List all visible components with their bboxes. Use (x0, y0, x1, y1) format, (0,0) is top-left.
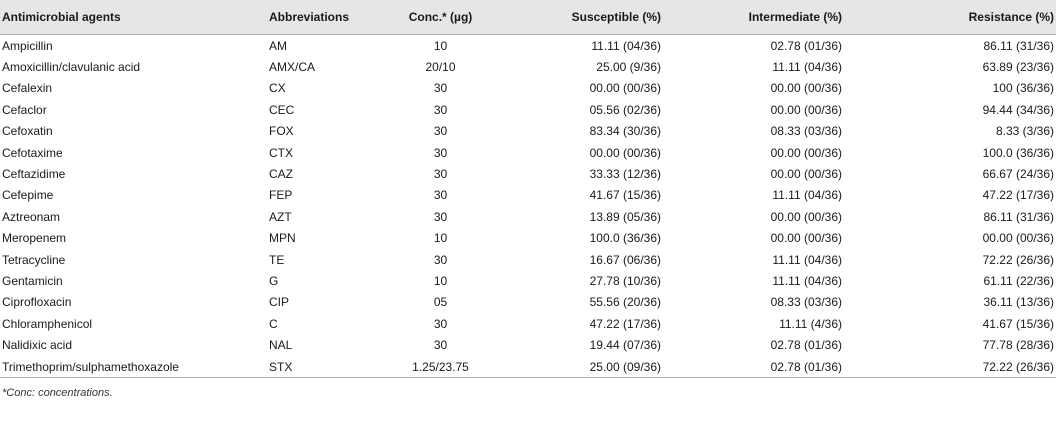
abbreviation-cell: AZT (269, 209, 292, 224)
table-row (0, 35, 1056, 57)
header-resistance: Resistance (%) (846, 0, 1056, 35)
table-row (0, 249, 1056, 270)
agent-cell: Ciprofloxacin (2, 295, 72, 310)
header-concentration: Conc.* (µg) (389, 0, 492, 35)
abbreviation-cell: FEP (269, 188, 293, 203)
table-row (0, 185, 1056, 206)
intermediate-cell: 02.78 (01/36) (770, 38, 842, 53)
table-row (0, 206, 1056, 227)
susceptible-cell: 41.67 (15/36) (589, 188, 661, 203)
concentration-cell: 30 (433, 167, 448, 182)
abbreviation-cell: AMX/CA (269, 60, 316, 75)
resistance-cell: 72.22 (26/36) (846, 356, 1056, 378)
susceptible-cell: 25.00 (9/36) (596, 60, 661, 75)
intermediate-cell: 00.00 (00/36) (770, 231, 842, 246)
concentration-cell: 10 (433, 231, 448, 246)
resistance-cell: 72.22 (26/36) (982, 252, 1054, 267)
concentration-cell: 30 (433, 102, 448, 117)
intermediate-cell: 02.78 (01/36) (665, 356, 846, 378)
resistance-cell: 77.78 (28/36) (982, 338, 1054, 353)
resistance-cell: 100.0 (36/36) (982, 145, 1054, 160)
abbreviation-cell: MPN (269, 231, 296, 246)
resistance-cell: 94.44 (34/36) (982, 102, 1054, 117)
intermediate-cell: 11.11 (04/36) (772, 252, 842, 267)
agent-cell: Cefotaxime (2, 145, 63, 160)
header-row (0, 0, 1056, 35)
table-row (0, 356, 1056, 378)
intermediate-cell: 00.00 (00/36) (770, 102, 842, 117)
concentration-cell: 30 (433, 316, 448, 331)
concentration-cell: 30 (433, 145, 448, 160)
abbreviation-cell: CIP (269, 295, 290, 310)
table-row (0, 99, 1056, 120)
concentration-cell: 1.25/23.75 (389, 356, 492, 378)
agent-cell: Cefoxatin (2, 124, 53, 139)
agent-cell: Cefepime (2, 188, 54, 203)
resistance-cell: 8.33 (3/36) (995, 124, 1054, 139)
intermediate-cell: 11.11 (04/36) (772, 60, 842, 75)
susceptible-cell: 100.0 (36/36) (589, 231, 661, 246)
intermediate-cell: 11.11 (04/36) (772, 273, 842, 288)
abbreviation-cell: NAL (269, 338, 293, 353)
concentration-cell: 30 (433, 124, 448, 139)
agent-cell: Amoxicillin/clavulanic acid (2, 60, 141, 75)
intermediate-cell: 02.78 (01/36) (770, 338, 842, 353)
agent-cell: Aztreonam (2, 209, 61, 224)
agent-cell: Meropenem (2, 231, 67, 246)
susceptible-cell: 19.44 (07/36) (589, 338, 661, 353)
concentration-cell: 30 (433, 188, 448, 203)
table-footnote: *Conc: concentrations. (2, 387, 113, 400)
table-row (0, 78, 1056, 99)
table-row (0, 163, 1056, 184)
resistance-cell: 66.67 (24/36) (982, 167, 1054, 182)
table-row (0, 56, 1056, 77)
susceptible-cell: 33.33 (12/36) (589, 167, 661, 182)
agent-cell: Gentamicin (2, 273, 63, 288)
resistance-cell: 63.89 (23/36) (982, 60, 1054, 75)
agent-cell: Ceftazidime (2, 167, 66, 182)
table-row (0, 313, 1056, 334)
abbreviation-cell: C (269, 316, 278, 331)
abbreviation-cell: CX (269, 81, 286, 96)
concentration-cell: 10 (433, 273, 448, 288)
header-intermediate: Intermediate (%) (665, 0, 846, 35)
agent-cell: Ampicillin (2, 38, 53, 53)
table-body (0, 35, 1056, 378)
concentration-cell: 20/10 (425, 60, 456, 75)
abbreviation-cell: TE (269, 252, 285, 267)
resistance-cell: 36.11 (13/36) (983, 295, 1054, 310)
susceptible-cell: 16.67 (06/36) (589, 252, 661, 267)
agent-cell: Tetracycline (2, 252, 66, 267)
table-row (0, 334, 1056, 355)
table-row (0, 228, 1056, 249)
agent-cell: Cefalexin (2, 81, 53, 96)
resistance-cell: 41.67 (15/36) (982, 316, 1054, 331)
intermediate-cell: 08.33 (03/36) (770, 124, 842, 139)
agent-cell: Nalidixic acid (2, 338, 73, 353)
susceptible-cell: 25.00 (09/36) (492, 356, 665, 378)
susceptible-cell: 13.89 (05/36) (589, 209, 661, 224)
resistance-cell: 47.22 (17/36) (982, 188, 1054, 203)
intermediate-cell: 00.00 (00/36) (770, 145, 842, 160)
concentration-cell: 30 (433, 338, 448, 353)
agent-cell: Trimethoprim/sulphamethoxazole (0, 356, 265, 378)
susceptible-cell: 55.56 (20/36) (589, 295, 661, 310)
abbreviation-cell: AM (269, 38, 287, 53)
intermediate-cell: 00.00 (00/36) (770, 81, 842, 96)
abbreviation-cell: CTX (269, 145, 293, 160)
table-row (0, 270, 1056, 291)
resistance-cell: 86.11 (31/36) (983, 209, 1054, 224)
susceptible-cell: 00.00 (00/36) (589, 81, 661, 96)
table-row (0, 121, 1056, 142)
intermediate-cell: 11.11 (04/36) (772, 188, 842, 203)
concentration-cell: 30 (433, 209, 448, 224)
concentration-cell: 30 (433, 252, 448, 267)
susceptible-cell: 05.56 (02/36) (589, 102, 661, 117)
intermediate-cell: 11.11 (4/36) (779, 316, 842, 331)
table-row (0, 292, 1056, 313)
concentration-cell: 30 (433, 81, 448, 96)
abbreviation-cell: CAZ (269, 167, 293, 182)
susceptible-cell: 83.34 (30/36) (589, 124, 661, 139)
resistance-cell: 00.00 (00/36) (982, 231, 1054, 246)
table-header (0, 0, 1056, 35)
agent-cell: Cefaclor (2, 102, 47, 117)
concentration-cell: 10 (433, 38, 448, 53)
resistance-cell: 61.11 (22/36) (983, 273, 1054, 288)
concentration-cell: 05 (433, 295, 448, 310)
abbreviation-cell: STX (265, 356, 389, 378)
resistance-cell: 86.11 (31/36) (983, 38, 1054, 53)
intermediate-cell: 00.00 (00/36) (770, 167, 842, 182)
resistance-cell: 100 (36/36) (992, 81, 1054, 96)
abbreviation-cell: FOX (269, 124, 294, 139)
agent-cell: Chloramphenicol (2, 316, 93, 331)
table-row (0, 142, 1056, 163)
header-susceptible: Susceptible (%) (492, 0, 665, 35)
header-abbreviations: Abbreviations (265, 0, 389, 35)
intermediate-cell: 00.00 (00/36) (770, 209, 842, 224)
intermediate-cell: 08.33 (03/36) (770, 295, 842, 310)
susceptible-cell: 27.78 (10/36) (589, 273, 661, 288)
susceptible-cell: 47.22 (17/36) (589, 316, 661, 331)
header-antimicrobial-agents: Antimicrobial agents (0, 0, 265, 35)
abbreviation-cell: CEC (269, 102, 295, 117)
susceptible-cell: 11.11 (04/36) (591, 38, 661, 53)
susceptible-cell: 00.00 (00/36) (589, 145, 661, 160)
abbreviation-cell: G (269, 273, 279, 288)
